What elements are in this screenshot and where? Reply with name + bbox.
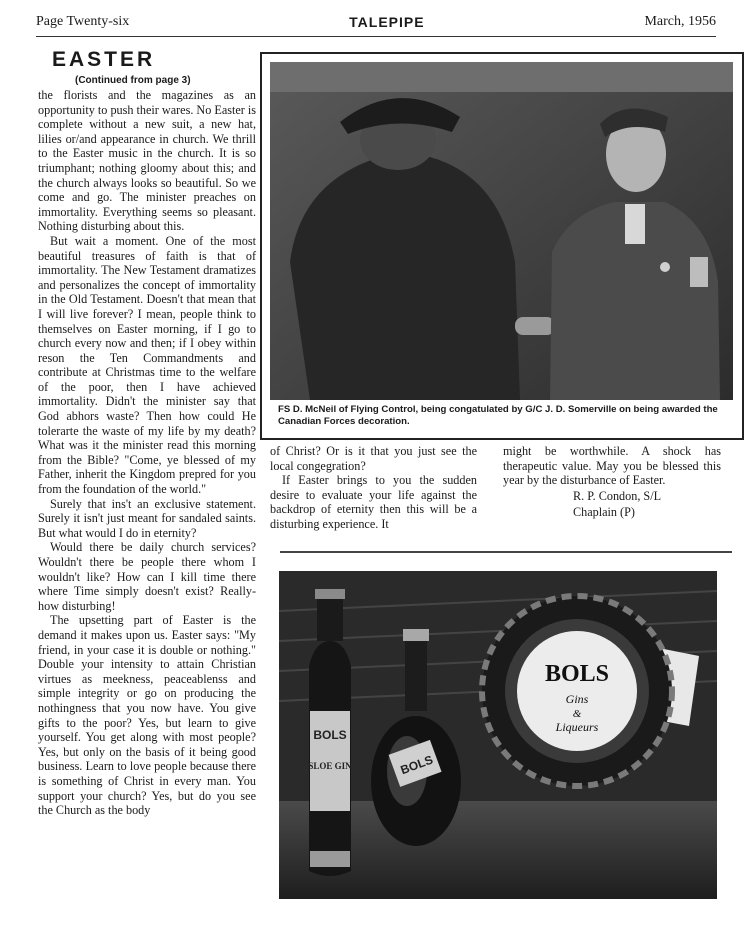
- bottle2-brand: BOLS: [398, 752, 435, 778]
- photo-caption: FS D. McNeil of Flying Control, being congatulated by G/C J. D. Somerville on being awarded the Canadian Forces decoration.: [278, 404, 718, 427]
- header-rule: [36, 36, 716, 37]
- paragraph: The upsetting part of Easter is the demand it makes upon us. Easter says: "My friend, in your case it is double or nothing." Double your intensity to attain Christian virtues as meekness, peaceablenss and simple integrity or go on producing the nothingness that you now have. You give gifts to the poor? Yes, but learn to give yourself. You get along with most people? Yes, but only on the basis of it being good business. Learn to love people because there is something of Christ in every man. You support your church? Yes, but do you see the Church as the body: [38, 613, 256, 818]
- page-number: Page Twenty-six: [36, 14, 130, 29]
- bottle1-brand: BOLS: [313, 728, 347, 742]
- signature-name: R. P. Condon, S/L: [573, 488, 662, 503]
- ad-line-2: &: [572, 708, 582, 720]
- article-title: EASTER: [52, 48, 156, 71]
- signature: [573, 488, 721, 520]
- continued-note: (Continued from page 3): [75, 75, 191, 86]
- paragraph: Surely that ins't an exclusive statement. Surely it isn't just meant for sandaled saints. But what would I do in eternity?: [38, 496, 256, 540]
- publication-title: TALEPIPE: [349, 14, 425, 30]
- article-column-1: [38, 88, 256, 818]
- section-rule: [280, 551, 732, 553]
- ad-line-1: Gins: [565, 692, 589, 706]
- article-column-2: [270, 444, 477, 532]
- ad-brand: BOLS: [544, 661, 610, 687]
- issue-date: March, 1956: [644, 14, 716, 29]
- paragraph: the florists and the magazines as an opportunity to push their wares. No Easter is complete without a new suit, a new hat, lilies or/and appearance in church. We thrill to the Easter music in the church. It is so triumphant; nothing gloomy about this; and the church always looks so beautiful. So we come and go. The minister preaches on immortality. Everything seems so pleasant. Nothing disturbing about this.: [38, 88, 256, 234]
- bottle1-label: SLOE GIN: [308, 761, 352, 771]
- ad-line-3: Liqueurs: [555, 720, 599, 734]
- paragraph: might be worthwhile. A shock has therapeutic value. May you be blessed this year by the disturbance of Easter.: [503, 444, 721, 488]
- signature-title: Chaplain (P): [573, 504, 635, 519]
- paragraph: But wait a moment. One of the most beautiful treasures of faith is that of immortality. The New Testament dramatizes and personalizes the concept of immortality in the Old Testament. Doesn't that mean that I will live forever? I mean, people think to themselves on Easter morning, if I go to church every now and then; if I obey within reson the Ten Commandments and contribute at Christmas time to the welfare of the poor, then I have achieved immortality. Didn't the minister say that God abhors waste? Then how could He tolerarte the waste of my life by my death? What was it the minister read this morning from the Bible? "Come, ye blessed of my Father, inherit the Kingdom prepred for you from the foundation of the world.": [38, 233, 256, 497]
- bols-advertisement: [279, 571, 717, 899]
- award-photo: [270, 62, 733, 400]
- article-column-3: [503, 444, 721, 520]
- ad-illustration: [279, 571, 717, 899]
- paragraph: If Easter brings to you the sudden desire to evaluate your life against the backdrop of eternity then this will be a disturbing experience. It: [270, 473, 477, 531]
- photo-box: [260, 52, 744, 440]
- running-header: [36, 14, 716, 34]
- paragraph: of Christ? Or is it that you just see the local congegration?: [270, 444, 477, 473]
- paragraph: Would there be daily church services? Wouldn't there be people there whom I wouldn't like? How can I kill time there where Time simply doesn't exist? Really-how disturbing!: [38, 540, 256, 613]
- photo-illustration: [270, 62, 733, 400]
